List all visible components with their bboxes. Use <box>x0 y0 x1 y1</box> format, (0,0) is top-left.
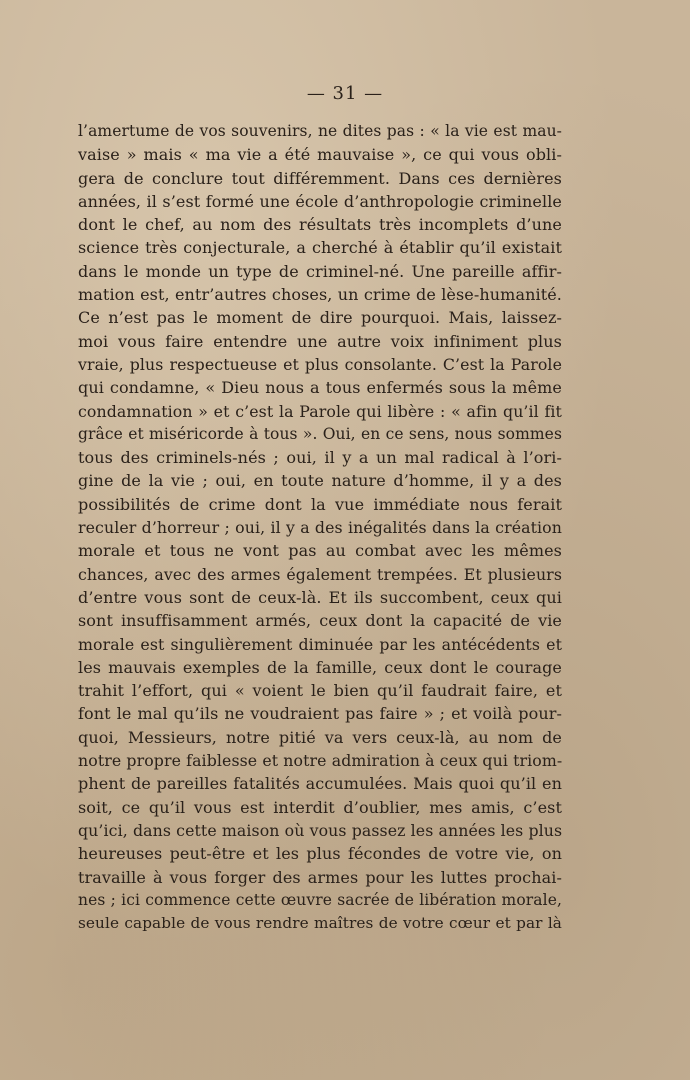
text-line: sont insuffisamment armés, ceux dont la capacité de vie <box>78 611 562 631</box>
text-line: reculer d’horreur ; oui, il y a des inégalités dans la création <box>78 518 562 538</box>
text-line: morale est singulièrement diminuée par les antécédents et <box>78 634 562 654</box>
text-line: nes ; ici commence cette œuvre sacrée de libération morale, <box>78 890 562 909</box>
text-line: seule capable de vous rendre maîtres de votre cœur et par là <box>78 914 562 933</box>
text-line: heureuses peut-être et les plus fécondes de votre vie, on <box>78 844 562 864</box>
text-line: condamnation » et c’est la Parole qui libère : « afin qu’il fit <box>78 401 562 421</box>
text-line: phent de pareilles fatalités accumulées. Mais quoi qu’il en <box>78 774 562 794</box>
text-line: gera de conclure tout différemment. Dans ces dernières <box>78 168 562 188</box>
body-text <box>78 120 562 935</box>
text-line: années, il s’est formé une école d’anthropologie criminelle <box>78 191 562 211</box>
text-line: travaille à vous forger des armes pour les luttes prochai- <box>78 867 562 887</box>
text-line: les mauvais exemples de la famille, ceux dont le courage <box>78 657 562 677</box>
text-line: gine de la vie ; oui, en toute nature d’homme, il y a des <box>78 471 562 491</box>
text-line: d’entre vous sont de ceux-là. Et ils succombent, ceux qui <box>78 587 562 607</box>
text-line: tous des criminels-nés ; oui, il y a un mal radical à l’ori- <box>78 448 562 468</box>
text-line: moi vous faire entendre une autre voix infiniment plus <box>78 331 562 351</box>
text-line: dans le monde un type de criminel-né. Une pareille affir- <box>78 261 562 281</box>
text-line: dont le chef, au nom des résultats très incomplets d’une <box>78 215 562 235</box>
text-line: grâce et miséricorde à tous ». Oui, en ce sens, nous sommes <box>78 424 562 443</box>
page-number: — 31 — <box>306 83 384 104</box>
text-line: vraie, plus respectueuse et plus consolante. C’est la Parole <box>78 354 562 374</box>
text-line: soit, ce qu’il vous est interdit d’oublier, mes amis, c’est <box>78 797 562 817</box>
text-line: notre propre faiblesse et notre admiration à ceux qui triom- <box>78 751 563 771</box>
text-line: morale et tous ne vont pas au combat avec les mêmes <box>78 541 562 561</box>
text-line: Ce n’est pas le moment de dire pourquoi. Mais, laissez- <box>78 308 562 328</box>
text-line: qu’ici, dans cette maison où vous passez les années les plus <box>78 820 563 840</box>
text-line: mation est, entr’autres choses, un crime de lèse-humanité. <box>78 285 562 305</box>
text-line: vaise » mais « ma vie a été mauvaise », ce qui vous obli- <box>78 145 562 165</box>
text-line: qui condamne, « Dieu nous a tous enfermés sous la même <box>78 378 562 398</box>
text-line: quoi, Messieurs, notre pitié va vers ceux-là, au nom de <box>78 727 562 747</box>
text-line: chances, avec des armes également trempées. Et plusieurs <box>78 564 562 584</box>
text-line: possibilités de crime dont la vue immédiate nous ferait <box>78 494 562 514</box>
text-line: l’amertume de vos souvenirs, ne dites pas : « la vie est mau- <box>78 122 562 140</box>
text-line: font le mal qu’ils ne voudraient pas faire » ; et voilà pour- <box>78 704 562 724</box>
text-line: science très conjecturale, a cherché à établir qu’il existait <box>78 238 562 258</box>
text-line: trahit l’effort, qui « voient le bien qu’il faudrait faire, et <box>78 681 562 701</box>
